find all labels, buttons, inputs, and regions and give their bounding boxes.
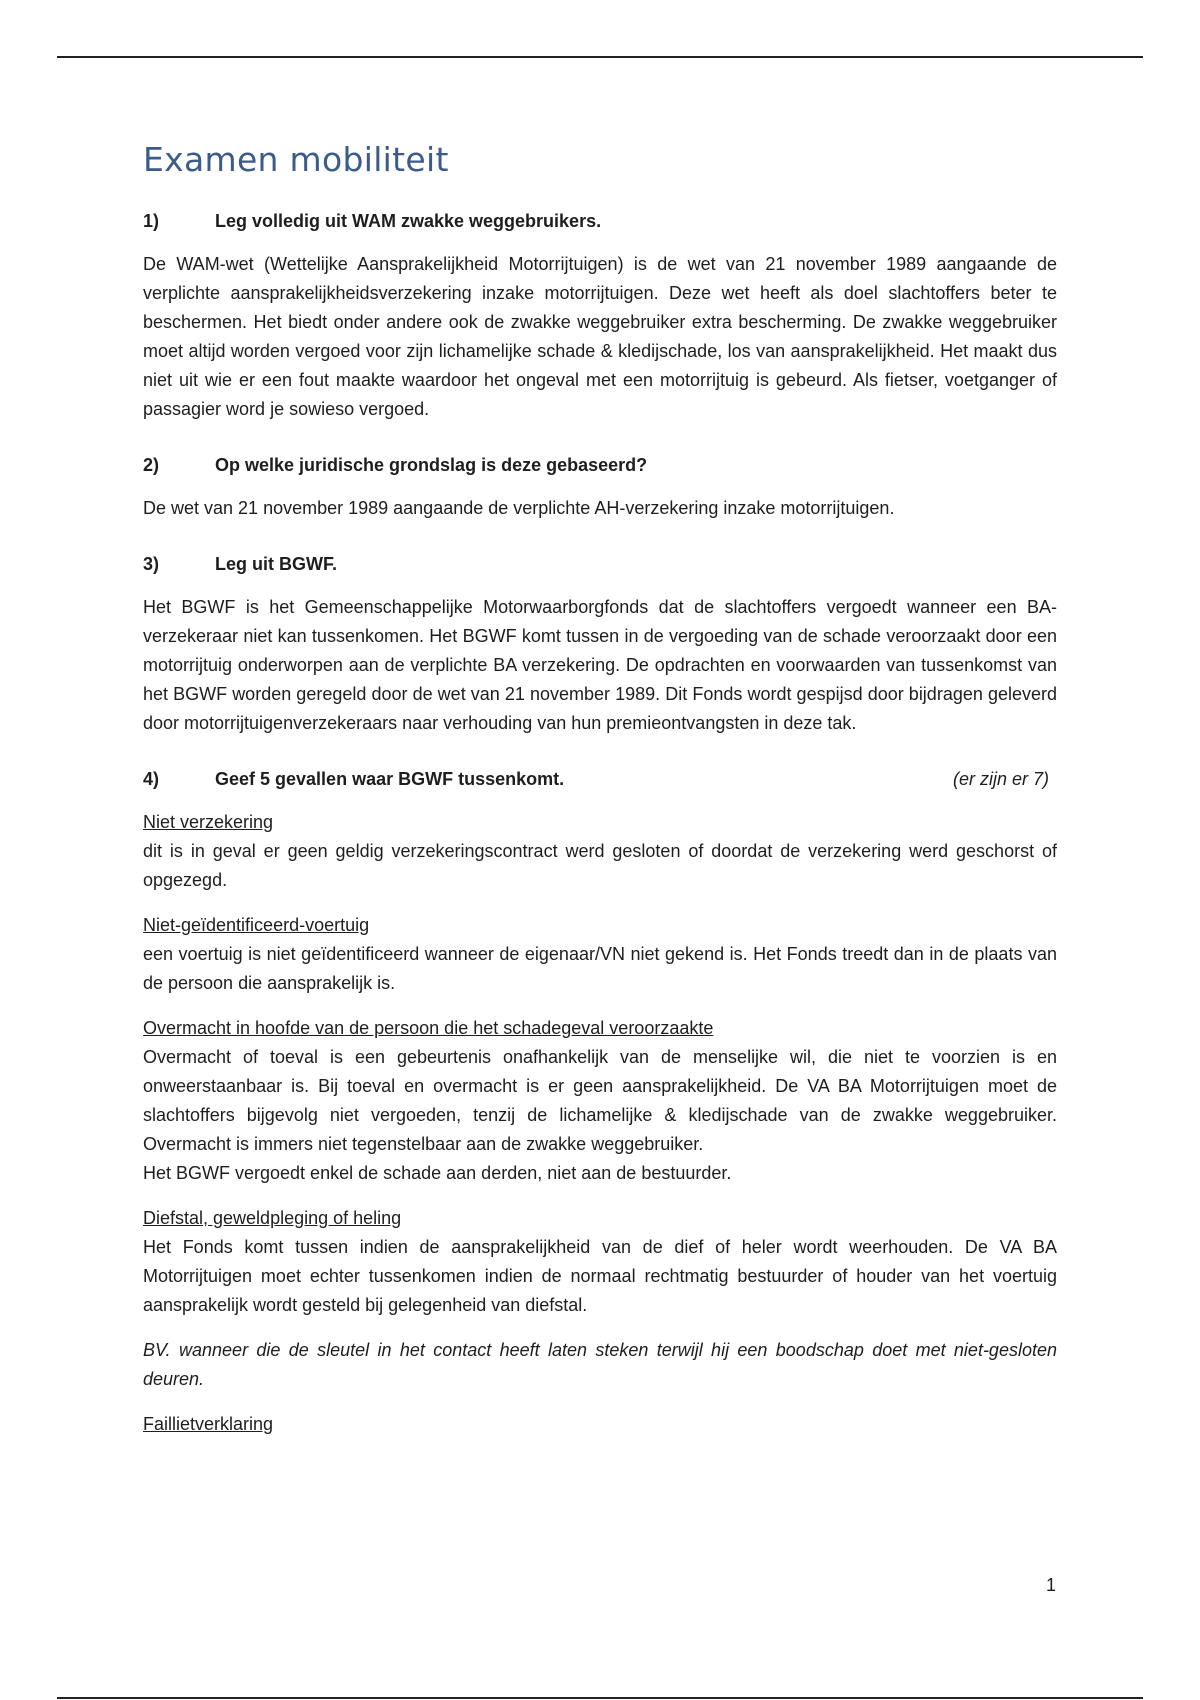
- question-text: Geef 5 gevallen waar BGWF tussenkomt.: [215, 769, 565, 789]
- case-niet-geidentificeerd-voertuig: [143, 911, 1057, 998]
- case-example: BV. wanneer die de sleutel in het contact heeft laten steken terwijl hij een boodschap doet met niet-gesloten deuren.: [143, 1340, 1057, 1389]
- question-2: [143, 452, 1057, 478]
- case-title: Overmacht in hoofde van de persoon die het schadegeval veroorzaakte: [143, 1018, 714, 1038]
- document-title: Examen mobiliteit: [143, 140, 449, 179]
- case-faillietverklaring-title: Faillietverklaring: [143, 1414, 274, 1434]
- case-text: Het Fonds komt tussen indien de aansprakelijkheid van de dief of heler wordt weerhouden. De VA BA Motorrijtuigen moet echter tussenkomen indien de normaal rechtmatig bestuurder of houder van het voertuig aansprakelijk wordt gesteld bij gelegenheid van diefstal.: [143, 1237, 1057, 1315]
- case-overmacht: [143, 1014, 1057, 1188]
- case-niet-verzekering: [143, 808, 1057, 895]
- header-rule: [57, 56, 1143, 58]
- case-title: Niet-geïdentificeerd-voertuig: [143, 915, 370, 935]
- question-1: [143, 208, 1057, 234]
- case-diefstal: [143, 1204, 1057, 1320]
- question-number: 2): [143, 455, 160, 475]
- answer-3: Het BGWF is het Gemeenschappelijke Motorwaarborgfonds dat de slachtoffers vergoedt wanneer een BA-verzekeraar niet kan tussenkomen. Het BGWF komt tussen in de vergoeding van de schade veroorzaakt door een motorrijtuig onderworpen aan de verplichte BA verzekering. De opdrachten en voorwaarden van tussenkomst van het BGWF worden geregeld door de wet van 21 november 1989. Dit Fonds wordt gespijsd door bijdragen geleverd door motorrijtuigenverzekeraars naar verhouding van hun premieontvangsten in deze tak.: [143, 597, 1057, 733]
- case-text: dit is in geval er geen geldig verzekeringscontract werd gesloten of doordat de verzekering werd geschorst of opgezegd.: [143, 841, 1057, 890]
- question-3: [143, 551, 1057, 577]
- case-text-continued: Het BGWF vergoedt enkel de schade aan derden, niet aan de bestuurder.: [143, 1163, 732, 1183]
- footer-rule: [57, 1697, 1143, 1699]
- question-text: Leg uit BGWF.: [215, 554, 337, 574]
- question-number: 4): [143, 769, 160, 789]
- answer-2: De wet van 21 november 1989 aangaande de verplichte AH-verzekering inzake motorrijtuigen.: [143, 498, 895, 518]
- question-text: Op welke juridische grondslag is deze gebaseerd?: [215, 455, 648, 475]
- question-number: 1): [143, 211, 160, 231]
- question-4: [143, 766, 1057, 792]
- question-text: Leg volledig uit WAM zwakke weggebruikers.: [215, 211, 602, 231]
- question-number: 3): [143, 554, 160, 574]
- document-page: [143, 138, 1057, 1439]
- case-title: Diefstal, geweldpleging of heling: [143, 1208, 402, 1228]
- case-text: een voertuig is niet geïdentificeerd wanneer de eigenaar/VN niet gekend is. Het Fonds treedt dan in de plaats van de persoon die aansprakelijk is.: [143, 944, 1057, 993]
- case-text: Overmacht of toeval is een gebeurtenis onafhankelijk van de menselijke wil, die niet te voorzien is en onweerstaanbaar is. Bij toeval en overmacht is er geen aansprakelijkheid. De VA BA Motorrijtuigen moet de slachtoffers bijgevolg niet vergoeden, tenzij de lichamelijke & kledijschade van de zwakke weggebruiker. Overmacht is immers niet tegenstelbaar aan de zwakke weggebruiker.: [143, 1047, 1057, 1154]
- question-note: (er zijn er 7): [952, 769, 1049, 789]
- answer-1: De WAM-wet (Wettelijke Aansprakelijkheid Motorrijtuigen) is de wet van 21 november 1989 aangaande de verplichte aansprakelijkheidsverzekering inzake motorrijtuigen. Deze wet heeft als doel slachtoffers beter te beschermen. Het biedt onder andere ook de zwakke weggebruiker extra bescherming. De zwakke weggebruiker moet altijd worden vergoed voor zijn lichamelijke schade & kledijschade, los van aansprakelijkheid. Het maakt dus niet uit wie er een fout maakte waardoor het ongeval met een motorrijtuig is gebeurd. Als fietser, voetganger of passagier word je sowieso vergoed.: [143, 254, 1057, 419]
- page-number: 1: [1046, 1575, 1057, 1595]
- case-title: Niet verzekering: [143, 812, 274, 832]
